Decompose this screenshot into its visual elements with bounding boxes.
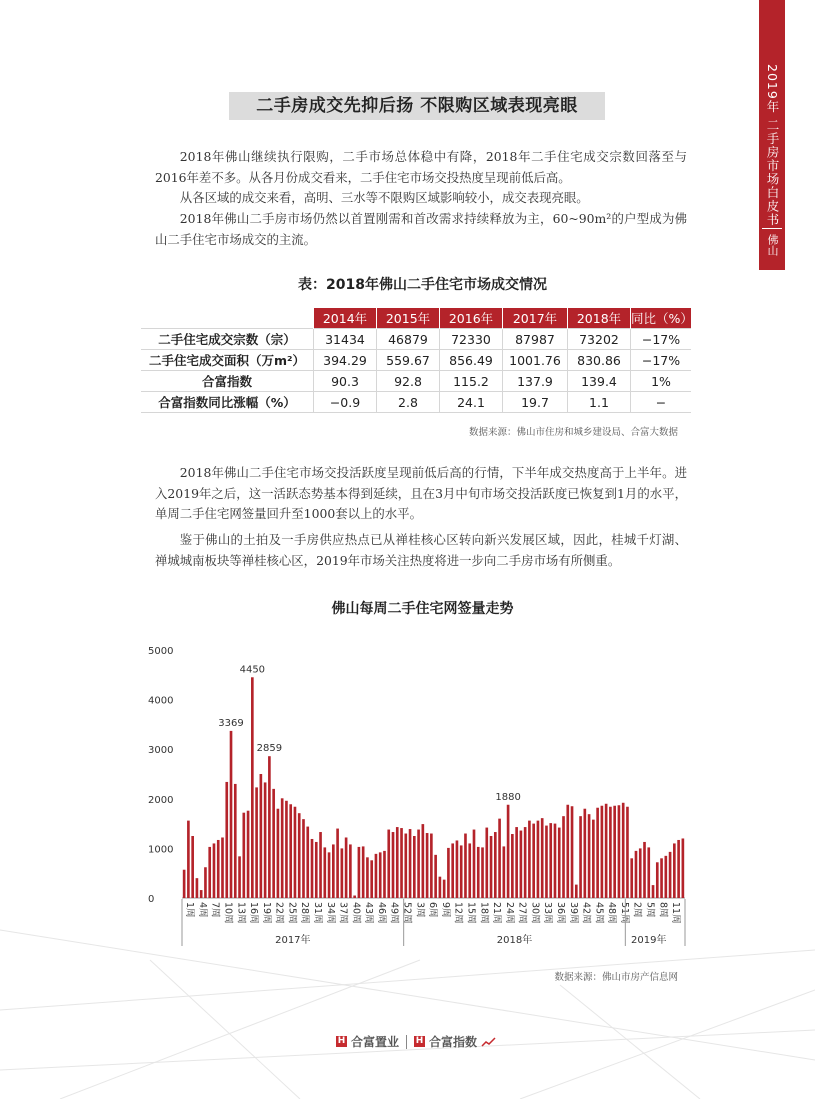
chart-bar (187, 821, 190, 898)
chart-bar (306, 827, 309, 898)
chart-bar (238, 856, 241, 898)
table-cell: 19.7 (503, 392, 568, 413)
x-tick-label: 52周 (401, 902, 413, 924)
y-tick-label: 3000 (148, 745, 174, 757)
table-header-row (141, 308, 691, 329)
table-cell: 1.1 (568, 392, 631, 413)
chart-bar (332, 844, 335, 898)
chart-bar (217, 840, 220, 898)
chart-bar (336, 829, 339, 898)
table-header-cell: 2014年 (314, 308, 377, 329)
table-cell: 90.3 (314, 371, 377, 392)
footer-brand-1: 合富置业 (351, 1035, 400, 1049)
y-tick-label: 1000 (148, 844, 174, 856)
x-tick-label: 39周 (567, 902, 579, 924)
chart-bar (537, 821, 540, 898)
chart-bar (613, 806, 616, 898)
x-tick-label: 48周 (606, 902, 618, 924)
chart-bar (349, 844, 352, 898)
chart-bar (592, 820, 595, 898)
table-row-label: 二手住宅成交面积（万m²） (141, 350, 314, 371)
chart-bar (264, 782, 267, 898)
table-cell: 394.29 (314, 350, 377, 371)
x-tick-label: 21周 (491, 902, 503, 924)
side-tab-city: 佛山 (766, 234, 779, 256)
chart-bar (451, 843, 454, 898)
chart-bar (422, 824, 425, 898)
chart-bar (255, 787, 258, 898)
chart-bar (221, 837, 224, 898)
paragraph: 鉴于佛山的土拍及一手房供应热点已从禅桂核心区转向新兴发展区域，因此，桂城千灯湖、禅城城南板块等禅桂核心区，2019年市场关注热度将进一步向二手房市场有所侧重。 (155, 532, 687, 568)
chart-title: 佛山每周二手住宅网签量走势 (331, 601, 514, 617)
x-tick-label: 5周 (644, 902, 656, 918)
x-tick-label: 30周 (529, 902, 541, 924)
chart-bar (375, 854, 378, 898)
x-tick-label: 37周 (337, 902, 349, 924)
data-label: 3369 (218, 717, 244, 729)
chart-bar (532, 824, 535, 898)
x-tick-label: 28周 (299, 902, 311, 924)
chart-bar (302, 819, 305, 898)
x-tick-label: 6周 (427, 902, 439, 918)
table-cell: −17% (631, 350, 692, 371)
chart-bar (396, 827, 399, 898)
table-cell: 31434 (314, 329, 377, 350)
table-header-cell: 同比（%） (631, 308, 692, 329)
chart-bar (413, 836, 416, 898)
chart-bar (443, 880, 446, 898)
year-label: 2018年 (496, 935, 533, 946)
table-cell: 92.8 (377, 371, 440, 392)
chart-bar (562, 816, 565, 898)
x-tick-label: 8周 (657, 902, 669, 918)
x-tick-label: 34周 (324, 902, 336, 924)
hefu-logo-icon: H (415, 1036, 424, 1046)
chart-bar (652, 885, 655, 898)
weekly-signing-chart (140, 636, 690, 951)
table-row-label: 二手住宅成交宗数（宗） (141, 329, 314, 350)
chart-bar (456, 840, 459, 898)
chart-bar (400, 828, 403, 898)
chart-bar (524, 827, 527, 898)
chart-bar (315, 842, 318, 898)
hefu-logo-icon: H (337, 1036, 346, 1046)
chart-bar (341, 848, 344, 898)
chart-bar (353, 896, 356, 898)
x-tick-label: 24周 (503, 902, 515, 924)
footer-brand-2: 合富指数 (429, 1035, 478, 1049)
chart-bar (225, 782, 228, 898)
chart-bar (434, 855, 437, 898)
y-tick-label: 4000 (148, 695, 174, 707)
chart-bar (554, 824, 557, 898)
x-tick-label: 9周 (439, 902, 451, 918)
chart-bar (260, 774, 263, 898)
chart-bar (639, 848, 642, 898)
table-row (141, 371, 691, 392)
chart-bar (588, 814, 591, 898)
table-row-label: 合富指数同比涨幅（%） (141, 392, 314, 413)
chart-bar (507, 805, 510, 898)
x-tick-label: 7周 (209, 902, 221, 918)
chart-bar (430, 834, 433, 898)
chart-bar (247, 811, 250, 898)
chart-bar (622, 803, 625, 898)
chart-bar (294, 807, 297, 898)
table-cell: 139.4 (568, 371, 631, 392)
year-label: 2017年 (275, 935, 311, 946)
chart-source: 数据来源：佛山市房产信息网 (554, 972, 678, 983)
side-tab-divider (762, 228, 782, 229)
table-row-label: 合富指数 (141, 371, 314, 392)
chart-bar (387, 830, 390, 898)
chart-bar (392, 832, 395, 898)
chart-bar (447, 848, 450, 898)
chart-bar (669, 852, 672, 898)
chart-bar (609, 807, 612, 898)
chart-bar (520, 831, 523, 898)
chart-bar (579, 816, 582, 898)
table-cell: 559.67 (377, 350, 440, 371)
chart-bar (626, 807, 629, 898)
table-header-cell: 2015年 (377, 308, 440, 329)
x-tick-label: 18周 (478, 902, 490, 924)
x-tick-label: 1周 (184, 902, 196, 918)
table-title: 表：2018年佛山二手住宅市场成交情况 (298, 277, 547, 293)
table-source: 数据来源：佛山市住房和城乡建设局、合富大数据 (468, 427, 678, 438)
chart-bar (584, 809, 587, 898)
table-row (141, 350, 691, 371)
chart-bar (366, 857, 369, 898)
chart-bar (242, 813, 245, 898)
chart-bar (277, 809, 280, 898)
chart-bar (281, 798, 284, 898)
chart-bar (191, 836, 194, 898)
x-tick-label: 36周 (554, 902, 566, 924)
paragraph: 2018年佛山二手房市场仍然以首置刚需和首改需求持续释放为主，60~90m²的户型成为佛山二手住宅市场成交的主流。 (155, 211, 687, 247)
side-tab-title: 2019年 二手房市场白皮书 (765, 64, 780, 227)
chart-bar (298, 813, 301, 898)
chart-bar (439, 877, 442, 898)
chart-bar (477, 847, 480, 898)
chart-bar (643, 842, 646, 898)
table-cell: 830.86 (568, 350, 631, 371)
chart-bar (566, 805, 569, 898)
chart-bar (498, 819, 501, 898)
chart-bar (541, 818, 544, 898)
chart-bar (200, 890, 203, 898)
y-tick-label: 2000 (148, 794, 174, 806)
chart-bar (503, 846, 506, 898)
chart-bar (345, 837, 348, 898)
chart-bar (204, 867, 207, 898)
chart-bar (417, 830, 420, 898)
chart-bar (494, 832, 497, 898)
x-tick-label: 31周 (312, 902, 324, 924)
transaction-table (141, 308, 691, 413)
y-tick-label: 5000 (148, 646, 174, 657)
x-tick-label: 46周 (375, 902, 387, 924)
chart-bar (511, 834, 514, 898)
chart-bar (272, 789, 275, 898)
x-tick-label: 2周 (631, 902, 643, 918)
chart-bar (660, 858, 663, 898)
table-cell: 87987 (503, 329, 568, 350)
table-cell: 856.49 (440, 350, 503, 371)
chart-bar (485, 828, 488, 898)
chart-bar (682, 838, 685, 898)
chart-bar (268, 756, 271, 898)
chart-bar (656, 862, 659, 898)
table-cell: 24.1 (440, 392, 503, 413)
table-cell: 115.2 (440, 371, 503, 392)
chart-bar (549, 823, 552, 898)
table-cell: 1% (631, 371, 692, 392)
table-cell: 72330 (440, 329, 503, 350)
table-cell: 46879 (377, 329, 440, 350)
table-row (141, 329, 691, 350)
table-cell: 2.8 (377, 392, 440, 413)
table-row (141, 392, 691, 413)
x-tick-label: 16周 (248, 902, 260, 924)
x-tick-label: 49周 (388, 902, 400, 924)
chart-bar (618, 805, 621, 898)
chart-bar (473, 830, 476, 898)
chart-bar (630, 858, 633, 898)
data-label: 4450 (239, 664, 266, 676)
table-header-cell: 2018年 (568, 308, 631, 329)
table-cell: 137.9 (503, 371, 568, 392)
chart-bar (558, 828, 561, 898)
x-tick-label: 25周 (286, 902, 298, 924)
x-tick-label: 45周 (593, 902, 605, 924)
x-tick-label: 10周 (222, 902, 234, 924)
table-cell: − (631, 392, 692, 413)
chart-bar (370, 860, 373, 898)
x-tick-label: 43周 (363, 902, 375, 924)
chart-bar (528, 821, 531, 898)
chart-bar (545, 826, 548, 898)
x-tick-label: 11周 (670, 902, 682, 924)
chart-bar (673, 843, 676, 898)
data-label: 1880 (495, 791, 521, 803)
paragraph: 2018年佛山二手住宅市场交投活跃度呈现前低后高的行情，下半年成交热度高于上半年。进入2019年之后，这一活跃态势基本得到延续，且在3月中旬市场交投活跃度已恢复到1月的水平，单周二手住宅网签量回升至1000套以上的水平。 (155, 465, 687, 521)
chart-bar (481, 847, 484, 898)
chart-bar (409, 829, 412, 898)
chart-bar (404, 834, 407, 898)
chart-bar (515, 827, 518, 898)
table-header-cell (141, 308, 314, 329)
chart-bar (426, 833, 429, 898)
chart-bar (196, 878, 199, 898)
chart-bar (358, 847, 361, 898)
chart-bar (605, 804, 608, 898)
chart-bar (311, 839, 314, 898)
chart-bar (677, 840, 680, 898)
chart-bar (383, 851, 386, 898)
chart-bar (183, 870, 186, 898)
chart-bar (362, 846, 365, 898)
data-label: 2859 (256, 743, 283, 755)
chart-bar (213, 843, 216, 898)
footer-divider (406, 1035, 407, 1049)
chart-bar (323, 847, 326, 898)
chart-bar (251, 677, 254, 898)
chart-bar (319, 832, 322, 898)
table-cell: −0.9 (314, 392, 377, 413)
x-tick-label: 4周 (196, 902, 208, 918)
chart-bar (601, 806, 604, 898)
x-tick-label: 13周 (235, 902, 247, 924)
chart-bar (571, 806, 574, 898)
chart-bar (379, 852, 382, 898)
year-label: 2019年 (631, 935, 667, 946)
chart-bar (234, 784, 237, 898)
table-cell: 73202 (568, 329, 631, 350)
x-tick-label: 33周 (542, 902, 554, 924)
chart-bar (464, 834, 467, 898)
chart-bar (490, 836, 493, 898)
x-tick-label: 51周 (618, 902, 630, 924)
paragraph: 从各区域的成交来看，高明、三水等不限购区域影响较小，成交表现亮眼。 (179, 190, 589, 205)
chart-bar (575, 885, 578, 898)
chart-bar (647, 847, 650, 898)
paragraph: 2018年佛山继续执行限购，二手市场总体稳中有降，2018年二手住宅成交宗数回落至与2016年差不多。从各月份成交看来，二手住宅市场交投热度呈现前低后高。 (155, 149, 687, 185)
chart-bar (208, 847, 211, 898)
section-heading: 二手房成交先抑后扬 不限购区域表现亮眼 (229, 92, 605, 120)
x-tick-label: 15周 (465, 902, 477, 924)
x-tick-label: 42周 (580, 902, 592, 924)
chart-bar (289, 804, 292, 898)
chart-bar (328, 852, 331, 898)
x-tick-label: 3周 (414, 902, 426, 918)
chart-bar (664, 856, 667, 898)
table-header-cell: 2017年 (503, 308, 568, 329)
footer-brands (336, 1033, 497, 1050)
table-header-cell: 2016年 (440, 308, 503, 329)
x-tick-label: 27周 (516, 902, 528, 924)
x-tick-label: 22周 (273, 902, 285, 924)
table-cell: −17% (631, 329, 692, 350)
chart-bar (460, 845, 463, 898)
chart-bar (468, 843, 471, 898)
chart-bar (285, 801, 288, 898)
x-tick-label: 40周 (350, 902, 362, 924)
chart-bar (230, 731, 233, 898)
side-tab (759, 0, 785, 270)
x-tick-label: 12周 (452, 902, 464, 924)
chart-bar (635, 851, 638, 898)
table-cell: 1001.76 (503, 350, 568, 371)
trend-line-icon (481, 1036, 497, 1048)
y-tick-label: 0 (148, 894, 155, 905)
chart-bar (596, 808, 599, 898)
x-tick-label: 19周 (260, 902, 272, 924)
